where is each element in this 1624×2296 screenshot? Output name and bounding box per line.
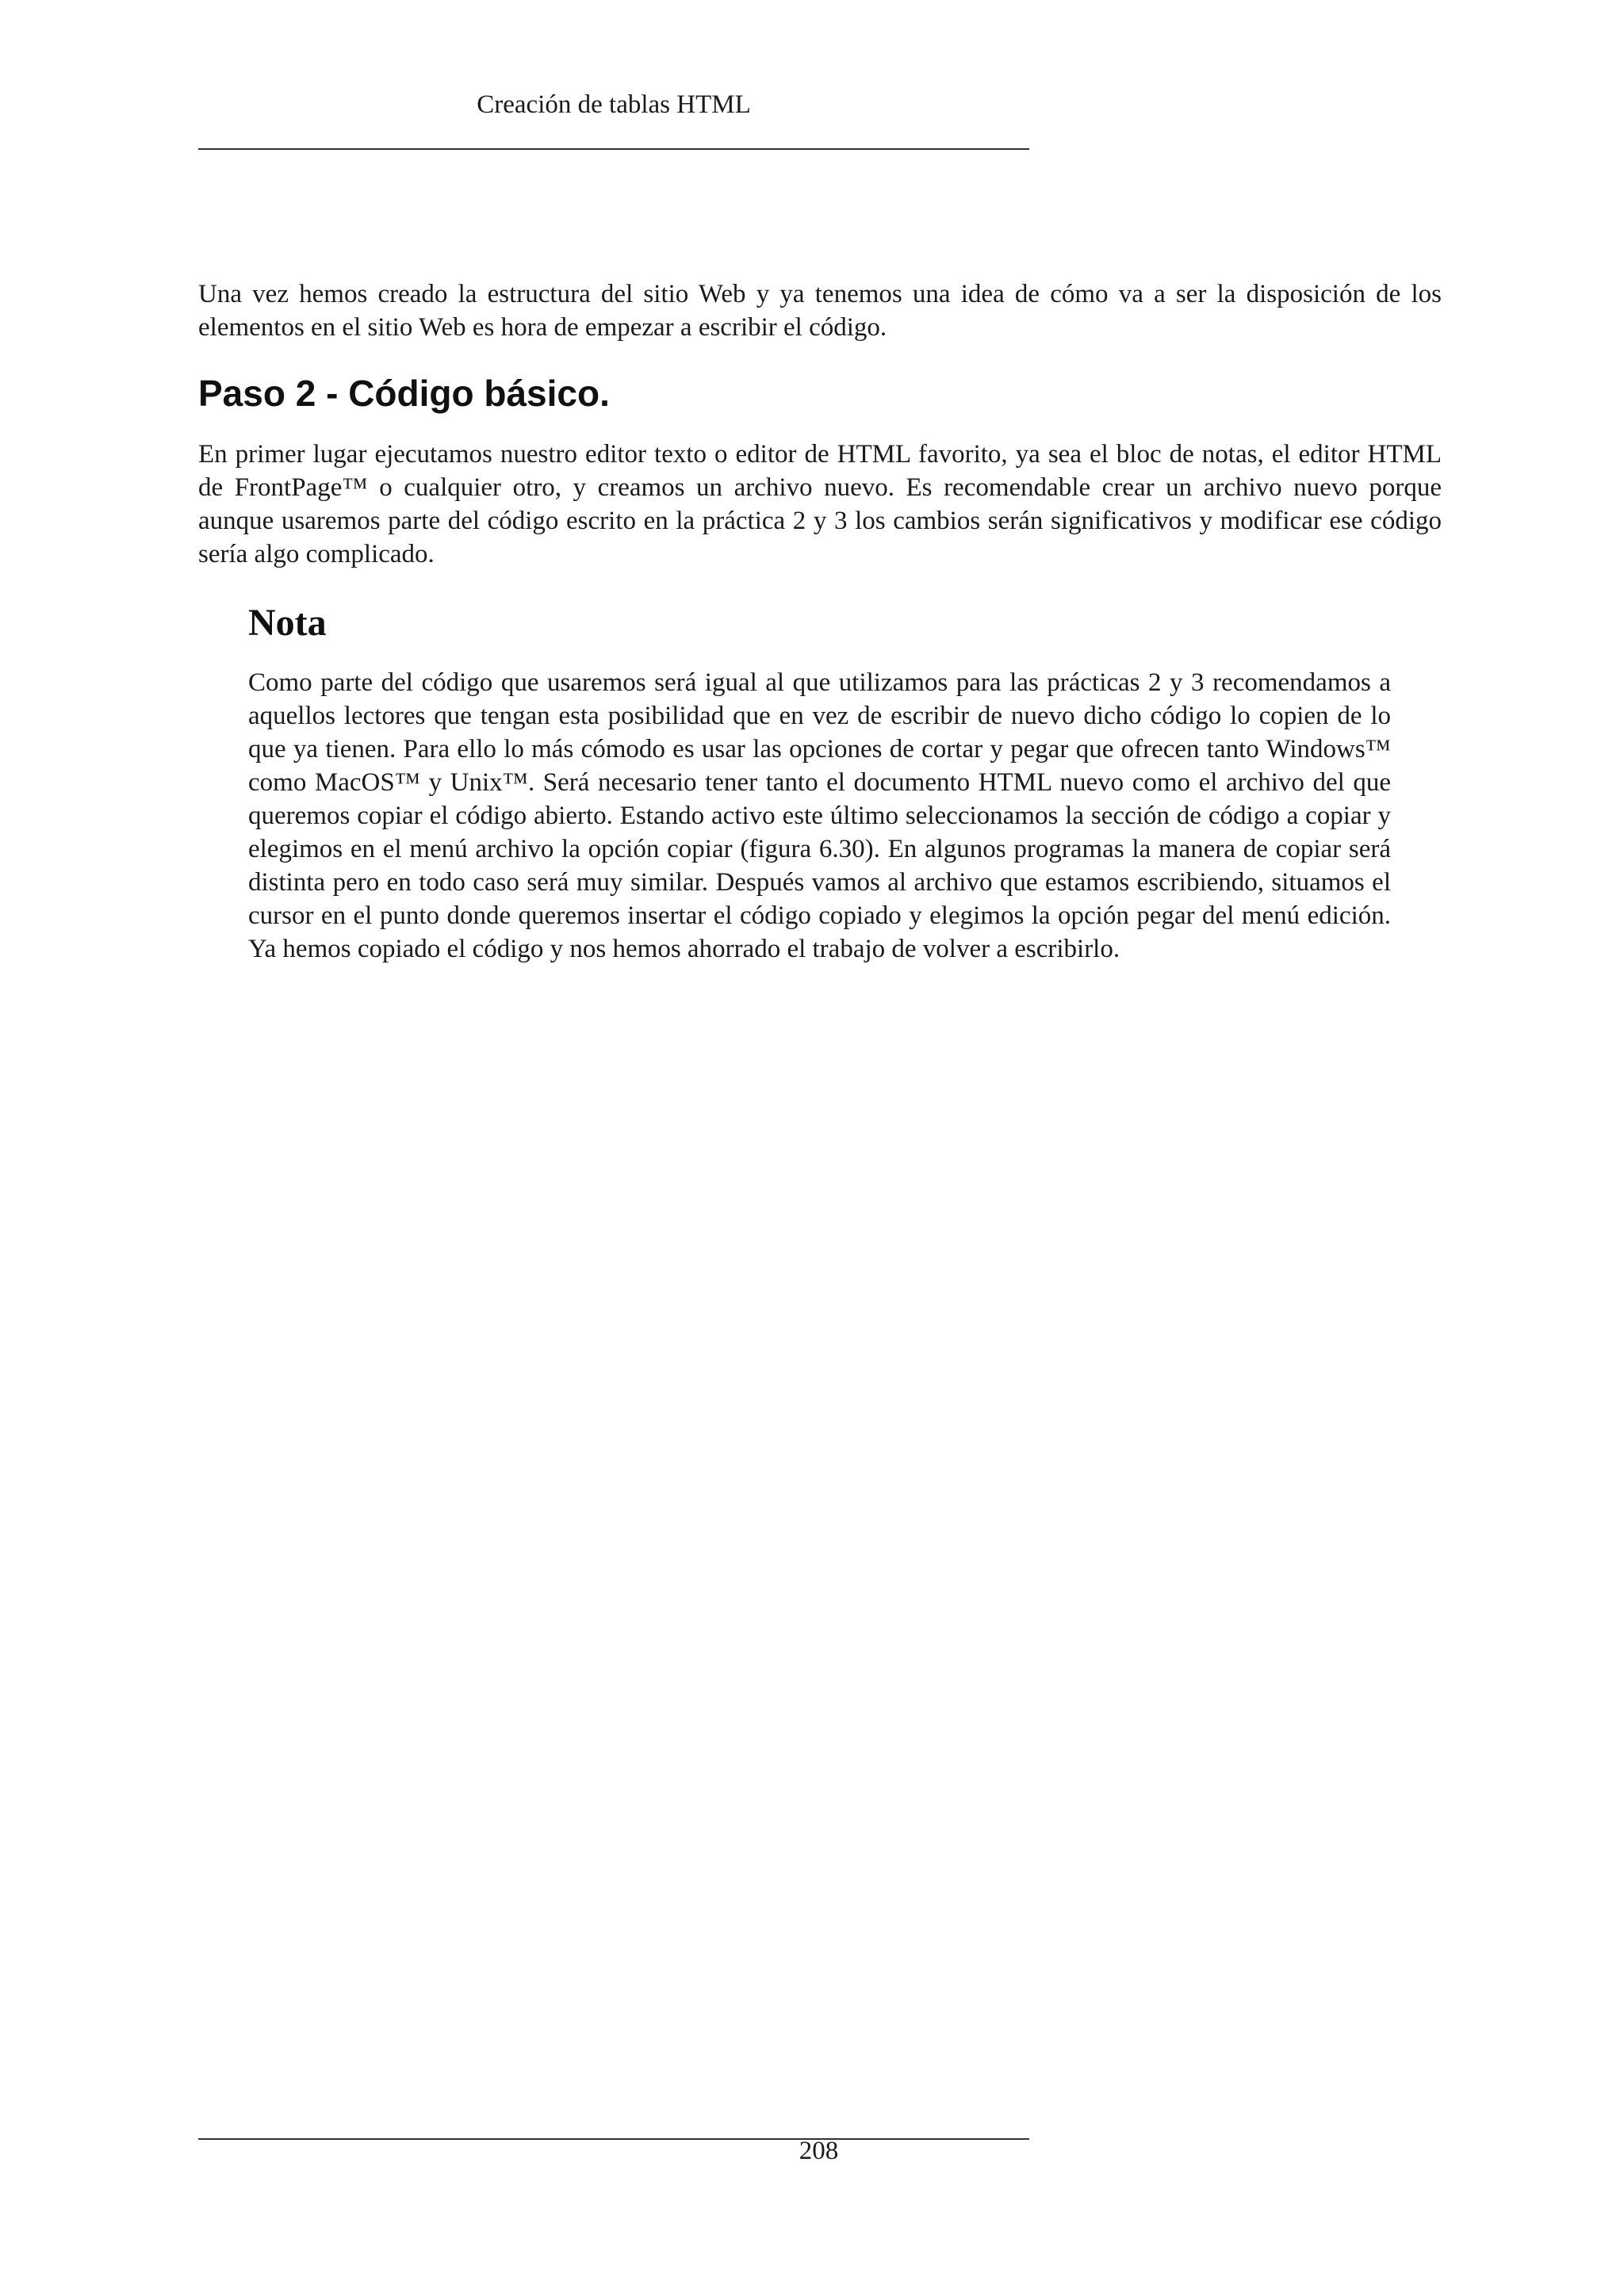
page-content (198, 277, 1442, 966)
note-paragraph: Como parte del código que usaremos será igual al que utilizamos para las prácticas 2 y 3 recomendamos a aquellos lectores que tengan esta posibilidad que en vez de escribir de nuevo dicho código lo copien de lo que ya tienen. Para ello lo más cómodo es usar las opciones de cortar y pegar que ofrecen tanto Windows™ como MacOS™ y Unix™. Será necesario tener tanto el documento HTML nuevo como el archivo del que queremos copiar el código abierto. Estando activo este último seleccionamos la sección de código a copiar y elegimos en el menú archivo la opción copiar (figura 6.30). En algunos programas la manera de copiar será distinta pero en todo caso será muy similar. Después vamos al archivo que estamos escribiendo, situamos el cursor en el punto donde queremos insertar el código copiado y elegimos la opción pegar del menú edición. Ya hemos copiado el código y nos hemos ahorrado el trabajo de volver a escribirlo. (248, 668, 1391, 963)
section-paragraph: En primer lugar ejecutamos nuestro editor texto o editor de HTML favorito, ya sea el bloc de notas, el editor HTML de FrontPage™ o cualquier otro, y creamos un archivo nuevo. Es recomendable crear un archivo nuevo porque aunque usaremos parte del código escrito en la práctica 2 y 3 los cambios serán significativos y modificar ese código sería algo complicado. (198, 440, 1442, 568)
section-heading: Paso 2 - Código básico. (198, 373, 610, 414)
page-number: 208 (799, 2137, 839, 2165)
note-title: Nota (248, 602, 327, 644)
running-header: Creación de tablas HTML (477, 90, 751, 119)
note-box (248, 601, 1391, 966)
header-rule (198, 148, 1029, 150)
intro-paragraph: Una vez hemos creado la estructura del sitio Web y ya tenemos una idea de cómo va a ser la disposición de los elementos en el sitio Web es hora de empezar a escribir el código. (198, 280, 1442, 342)
